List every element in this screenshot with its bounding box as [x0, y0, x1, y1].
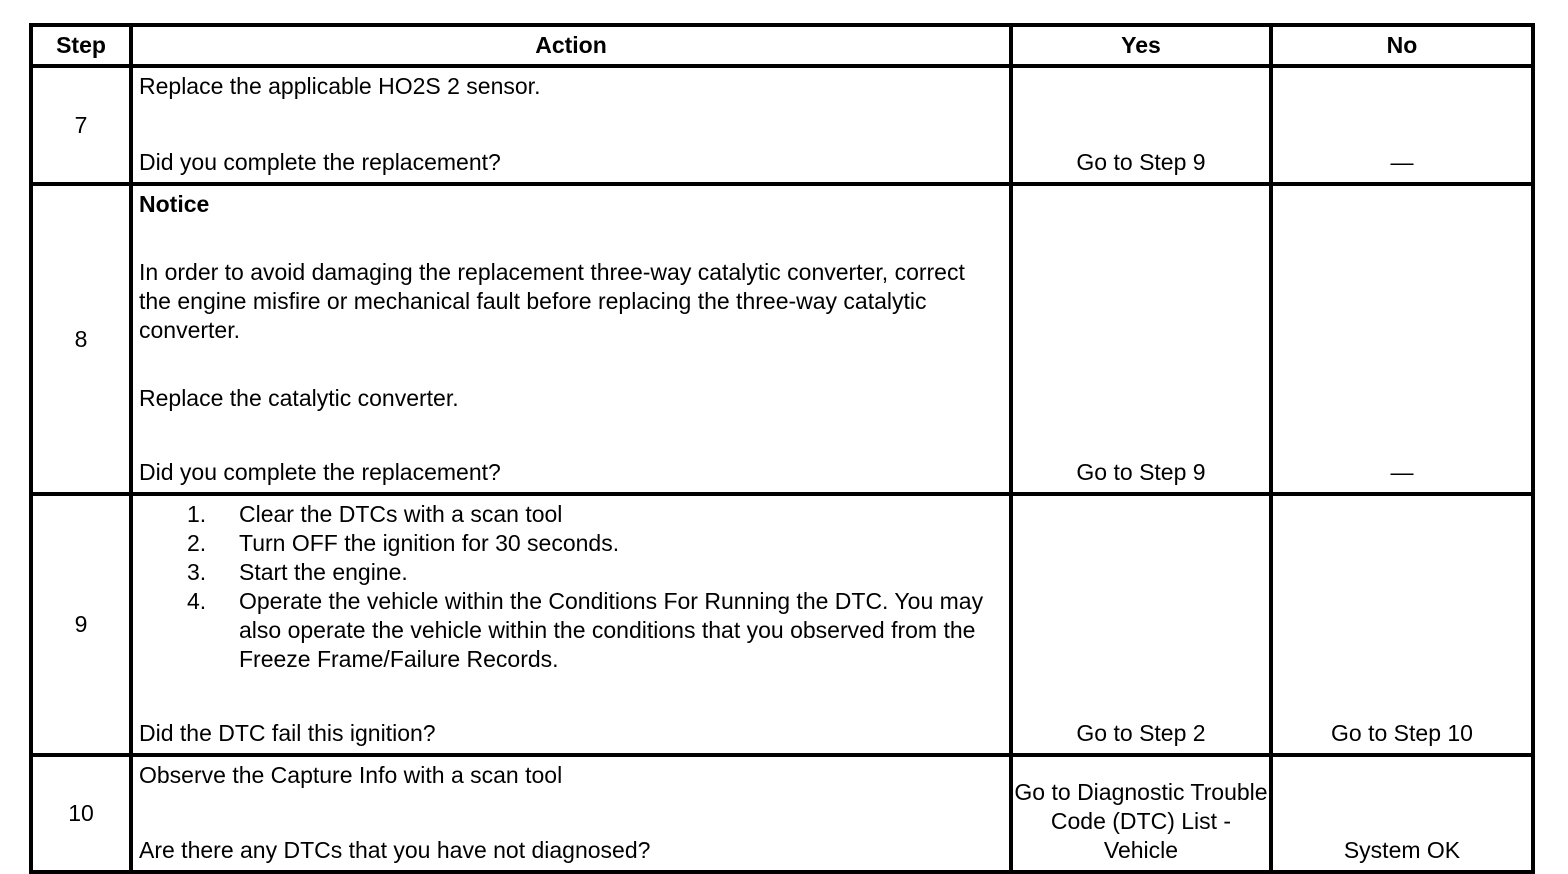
action-cell — [131, 755, 1011, 872]
step-number: 10 — [31, 755, 131, 872]
action-instruction: Replace the catalytic converter. — [139, 385, 459, 411]
action-question: Did you complete the replacement? — [139, 459, 501, 485]
header-action: Action — [131, 25, 1011, 66]
table-row — [31, 184, 1533, 494]
list-item-text: Operate the vehicle within the Conditions For Running the DTC. You may also operate the vehicle within the conditions that you observed from the Freeze Frame/Failure Records. — [239, 588, 984, 672]
no-result: Go to Step 10 — [1271, 494, 1533, 755]
action-question: Are there any DTCs that you have not diagnosed? — [139, 837, 651, 863]
list-item-number: 4. — [187, 588, 207, 614]
action-cell — [131, 184, 1011, 494]
header-row — [31, 25, 1533, 66]
step-number: 9 — [31, 494, 131, 755]
list-item — [187, 500, 1003, 529]
yes-result: Go to Step 2 — [1011, 494, 1271, 755]
no-result: — — [1271, 66, 1533, 184]
no-result: System OK — [1271, 755, 1533, 872]
action-question: Did you complete the replacement? — [139, 149, 501, 175]
list-item-text: Turn OFF the ignition for 30 seconds. — [239, 530, 620, 556]
list-item-text: Start the engine. — [239, 559, 408, 585]
list-item — [187, 529, 1003, 558]
list-item — [187, 558, 1003, 587]
yes-result: Go to Step 9 — [1011, 184, 1271, 494]
procedure-list — [139, 500, 1003, 674]
list-item-number: 3. — [187, 559, 207, 585]
header-step: Step — [31, 25, 131, 66]
header-no: No — [1271, 25, 1533, 66]
step-number: 8 — [31, 184, 131, 494]
list-item-number: 1. — [187, 501, 207, 527]
yes-result: Go to Step 9 — [1011, 66, 1271, 184]
notice-title: Notice — [139, 191, 210, 217]
action-instruction: Observe the Capture Info with a scan tool — [139, 762, 563, 788]
action-cell — [131, 66, 1011, 184]
action-cell — [131, 494, 1011, 755]
yes-result: Go to Diagnostic Trouble Code (DTC) List - Vehicle — [1011, 755, 1271, 872]
list-item-text: Clear the DTCs with a scan tool — [239, 501, 563, 527]
notice-text: In order to avoid damaging the replacement three-way catalytic converter, correct the engine misfire or mechanical fault before replacing the three-way catalytic converter. — [139, 259, 965, 343]
table-row — [31, 494, 1533, 755]
header-yes: Yes — [1011, 25, 1271, 66]
action-question: Did the DTC fail this ignition? — [139, 720, 436, 746]
list-item — [187, 587, 1003, 674]
diagnostic-steps-table — [29, 23, 1535, 874]
list-item-number: 2. — [187, 530, 207, 556]
table-row — [31, 755, 1533, 872]
step-number: 7 — [31, 66, 131, 184]
no-result: — — [1271, 184, 1533, 494]
action-instruction: Replace the applicable HO2S 2 sensor. — [139, 73, 541, 99]
table-row — [31, 66, 1533, 184]
